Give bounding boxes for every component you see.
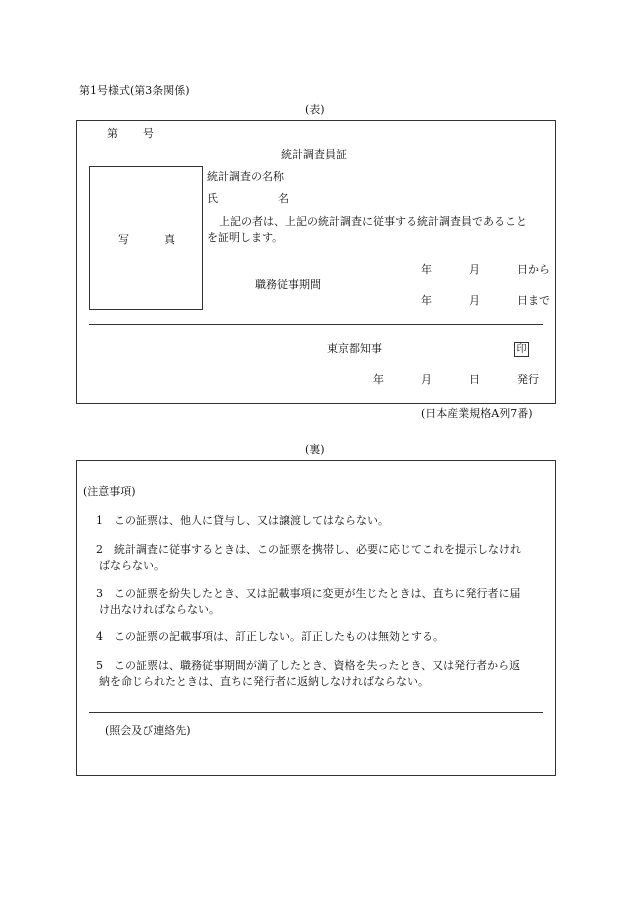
period-to-month: 月 (469, 294, 480, 307)
name-label-mei: 名 (278, 192, 289, 205)
number-label-go: 号 (143, 127, 154, 140)
front-heading: (表) (305, 103, 325, 116)
note-number: 5 (96, 659, 103, 672)
note-item (96, 542, 556, 574)
note-number: 1 (96, 514, 103, 527)
note-text: この証票は、他人に貸与し、又は譲渡してはならない。 (114, 514, 389, 527)
note-number: 4 (96, 630, 103, 643)
back-heading: (裏) (305, 443, 325, 456)
seal-mark: 印 (514, 342, 529, 357)
notes-title: (注意事項) (83, 485, 136, 498)
note-text-continued: 納を命じられたときは、直ちに発行者に返納しなければならない。 (99, 675, 429, 688)
issuer-label: 東京都知事 (327, 342, 382, 355)
note-item (96, 629, 556, 645)
back-divider (89, 712, 543, 713)
note-item (96, 513, 556, 529)
issue-issued: 発行 (517, 373, 539, 386)
note-number: 2 (96, 543, 103, 556)
front-card (76, 120, 556, 404)
front-divider (89, 324, 543, 325)
note-text: この証票の記載事項は、訂正しない。訂正したものは無効とする。 (114, 630, 444, 643)
survey-name-label: 統計調査の名称 (207, 170, 284, 183)
note-text: この証票は、職務従事期間が満了したとき、資格を失ったとき、又は発行者から返 (114, 659, 521, 672)
note-text-continued: け出なければならない。 (99, 603, 220, 616)
period-from-day: 日から (517, 263, 550, 276)
period-from-year: 年 (421, 263, 432, 276)
note-text: この証票を紛失したとき、又は記載事項に変更が生じたときは、直ちに発行者に届 (114, 587, 521, 600)
note-number: 3 (96, 587, 103, 600)
card-title: 統計調査員証 (281, 148, 347, 161)
period-to-year: 年 (421, 294, 432, 307)
certification-line-1: 上記の者は、上記の統計調査に従事する統計調査員であること (219, 215, 527, 228)
certification-line-2: を証明します。 (207, 231, 284, 244)
period-to-day: 日まで (517, 294, 550, 307)
name-label-shi: 氏 (207, 192, 218, 205)
photo-box (89, 166, 203, 310)
note-text-continued: ばならない。 (99, 559, 165, 572)
note-item (96, 658, 556, 690)
issue-month: 月 (421, 373, 432, 386)
form-title: 第1号様式(第3条関係) (79, 84, 190, 97)
contact-label: (照会及び連絡先) (105, 724, 191, 737)
note-text: 統計調査に従事するときは、この証票を携帯し、必要に応じてこれを提示しなけれ (114, 543, 521, 556)
issue-day: 日 (469, 373, 480, 386)
note-item (96, 586, 556, 618)
number-label-dai: 第 (107, 127, 118, 140)
issue-year: 年 (373, 373, 384, 386)
standard-note: (日本産業規格A列7番) (421, 407, 533, 420)
back-card (76, 460, 556, 776)
period-from-month: 月 (469, 263, 480, 276)
photo-label-sha: 写 (118, 233, 129, 246)
period-label: 職務従事期間 (255, 278, 321, 291)
photo-label-shin: 真 (164, 233, 175, 246)
